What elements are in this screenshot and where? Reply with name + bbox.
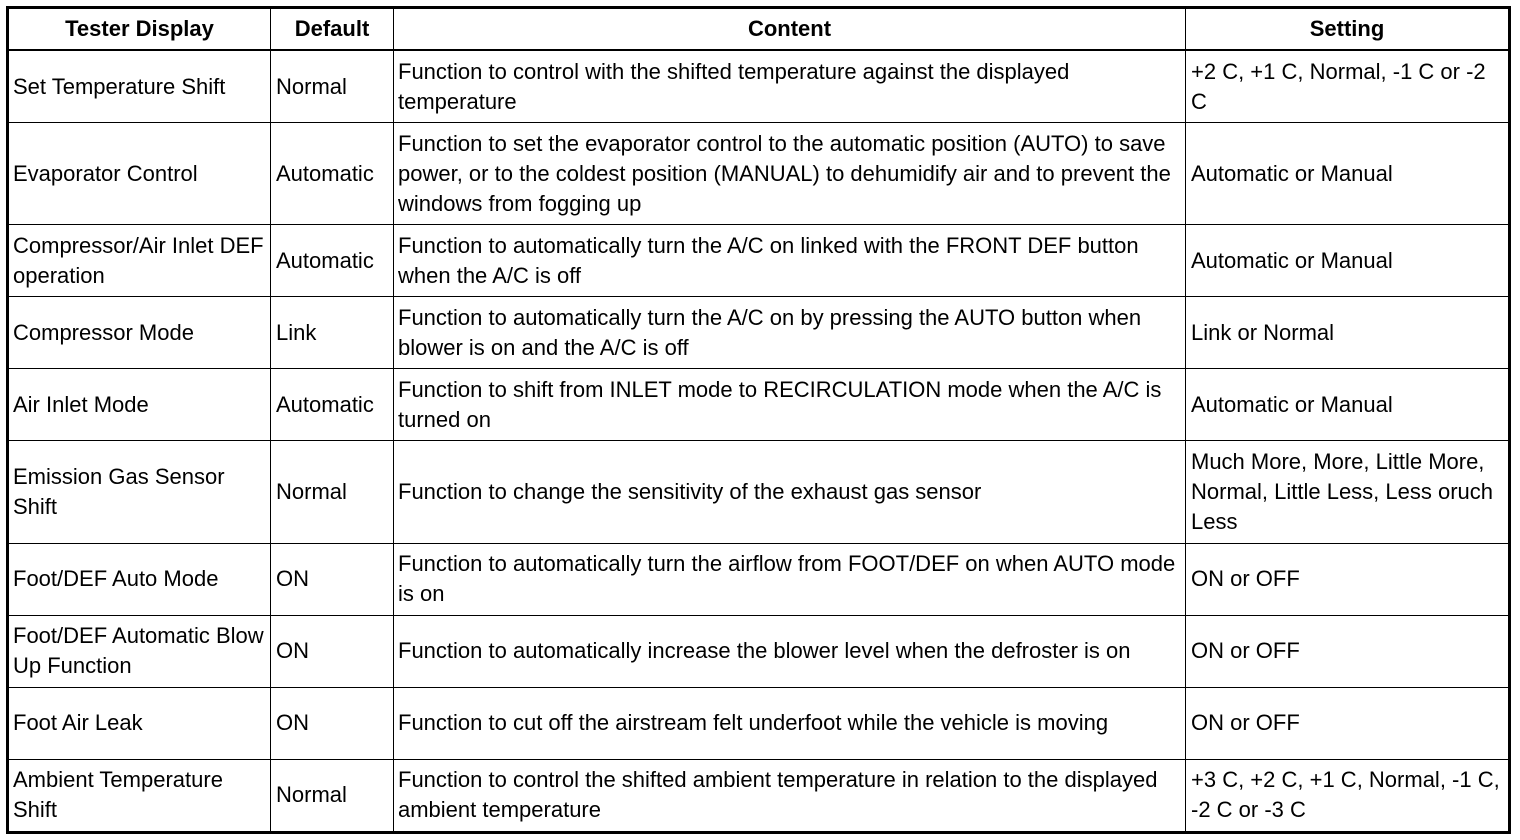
content-cell: Function to change the sensitivity of the exhaust gas sensor — [394, 441, 1186, 543]
default-cell: Automatic — [271, 369, 394, 441]
tester-display-cell: Evaporator Control — [8, 123, 271, 225]
table-body — [8, 50, 1510, 833]
content-cell: Function to control with the shifted temperature against the displayed temperature — [394, 50, 1186, 123]
column-header-content: Content — [394, 8, 1186, 51]
table-row — [8, 225, 1510, 297]
content-cell: Function to cut off the airstream felt underfoot while the vehicle is moving — [394, 687, 1186, 759]
setting-cell: ON or OFF — [1186, 543, 1510, 615]
content-cell: Function to automatically increase the blower level when the defroster is on — [394, 615, 1186, 687]
table-row — [8, 123, 1510, 225]
default-cell: Automatic — [271, 123, 394, 225]
tester-display-cell: Emission Gas Sensor Shift — [8, 441, 271, 543]
column-header-tester-display: Tester Display — [8, 8, 271, 51]
content-cell: Function to automatically turn the airflow from FOOT/DEF on when AUTO mode is on — [394, 543, 1186, 615]
setting-cell: Automatic or Manual — [1186, 369, 1510, 441]
content-cell: Function to automatically turn the A/C on linked with the FRONT DEF button when the A/C is off — [394, 225, 1186, 297]
content-cell: Function to control the shifted ambient temperature in relation to the displayed ambient temperature — [394, 759, 1186, 832]
setting-cell: Automatic or Manual — [1186, 123, 1510, 225]
default-cell: ON — [271, 687, 394, 759]
tester-display-cell: Foot/DEF Automatic Blow Up Function — [8, 615, 271, 687]
setting-cell: Much More, More, Little More, Normal, Little Less, Less oruch Less — [1186, 441, 1510, 543]
table-row — [8, 369, 1510, 441]
tester-display-cell: Foot Air Leak — [8, 687, 271, 759]
table-row — [8, 687, 1510, 759]
tester-display-cell: Foot/DEF Auto Mode — [8, 543, 271, 615]
default-cell: Normal — [271, 759, 394, 832]
content-cell: Function to set the evaporator control to the automatic position (AUTO) to save power, or to the coldest position (MANUAL) to dehumidify air and to prevent the windows from fogging up — [394, 123, 1186, 225]
setting-cell: ON or OFF — [1186, 615, 1510, 687]
default-cell: Normal — [271, 441, 394, 543]
setting-cell: Automatic or Manual — [1186, 225, 1510, 297]
setting-cell: +3 C, +2 C, +1 C, Normal, -1 C, -2 C or -3 C — [1186, 759, 1510, 832]
tester-display-cell: Air Inlet Mode — [8, 369, 271, 441]
tester-display-cell: Compressor/Air Inlet DEF operation — [8, 225, 271, 297]
customization-settings-table — [6, 6, 1511, 834]
table-header — [8, 8, 1510, 51]
tester-display-cell: Ambient Temperature Shift — [8, 759, 271, 832]
table-row — [8, 615, 1510, 687]
table-row — [8, 50, 1510, 123]
table-row — [8, 441, 1510, 543]
setting-cell: +2 C, +1 C, Normal, -1 C or -2 C — [1186, 50, 1510, 123]
default-cell: Automatic — [271, 225, 394, 297]
default-cell: Link — [271, 297, 394, 369]
table-row — [8, 543, 1510, 615]
content-cell: Function to shift from INLET mode to RECIRCULATION mode when the A/C is turned on — [394, 369, 1186, 441]
setting-cell: Link or Normal — [1186, 297, 1510, 369]
content-cell: Function to automatically turn the A/C on by pressing the AUTO button when blower is on and the A/C is off — [394, 297, 1186, 369]
default-cell: Normal — [271, 50, 394, 123]
default-cell: ON — [271, 615, 394, 687]
tester-display-cell: Set Temperature Shift — [8, 50, 271, 123]
tester-display-cell: Compressor Mode — [8, 297, 271, 369]
table-row — [8, 759, 1510, 832]
table-row — [8, 297, 1510, 369]
setting-cell: ON or OFF — [1186, 687, 1510, 759]
header-row — [8, 8, 1510, 51]
column-header-setting: Setting — [1186, 8, 1510, 51]
default-cell: ON — [271, 543, 394, 615]
column-header-default: Default — [271, 8, 394, 51]
